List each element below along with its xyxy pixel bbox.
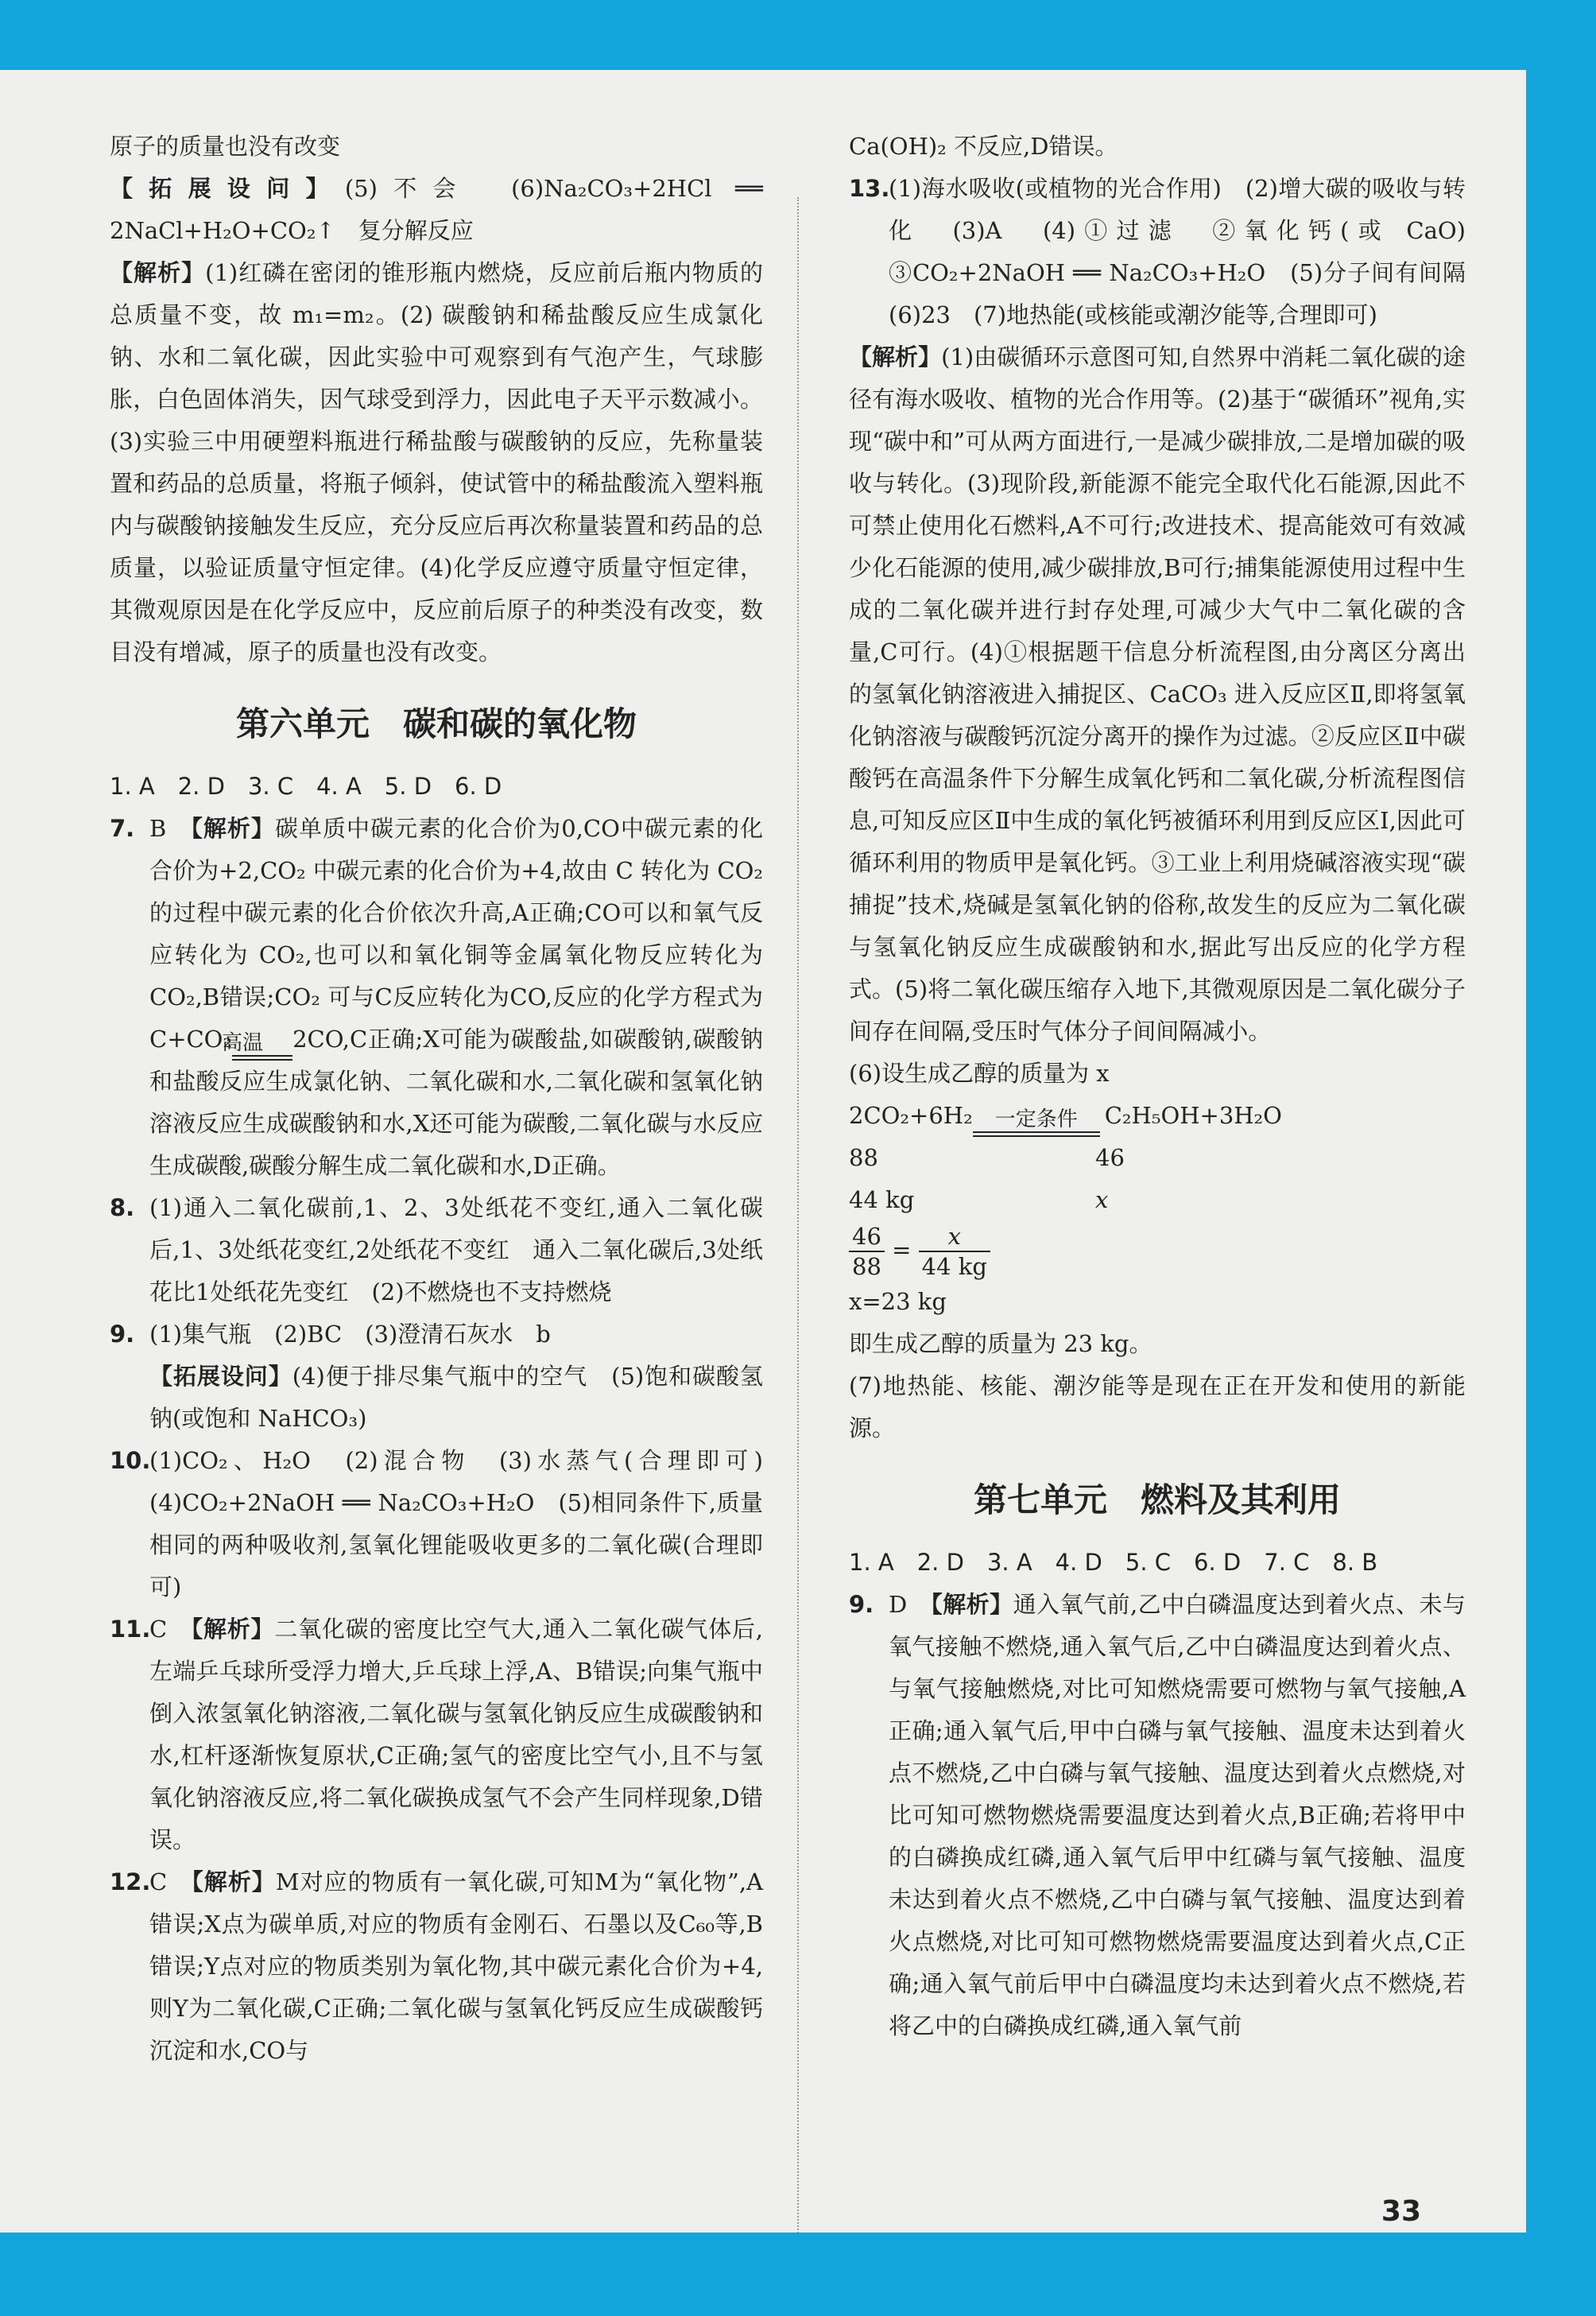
molar-mass-co2: 88 <box>849 1144 878 1171</box>
answer-text: (1)海水吸收(或植物的光合作用) (2)增大碳的吸收与转化 (3)A (4)①过滤 ②氧化钙(或 CaO) ③CO₂+2NaOH ══ Na₂CO₃+H₂O (5)分子间有间隔 (6)23 (7)地热能(或核能或潮汐能等,合理即可) <box>889 175 1489 328</box>
text-line: Ca(OH)₂ 不反应,D错误。 <box>849 133 1118 160</box>
answers-1-8: 1. A 2. D 3. A 4. D 5. C 6. D 7. C 8. B <box>849 1549 1378 1576</box>
answers-1-6: 1. A 2. D 3. C 4. A 5. D 6. D <box>110 773 502 800</box>
question-number: 10. <box>110 1447 151 1474</box>
analysis-paragraph <box>110 252 763 673</box>
analysis-tag: 【解析】 <box>849 343 942 370</box>
answer: C <box>149 1616 192 1643</box>
question-9 <box>110 1313 763 1356</box>
fraction-denominator: 88 <box>852 1253 881 1280</box>
unit-title: 第七单元 燃料及其利用 <box>973 1480 1341 1519</box>
question-number: 7. <box>110 815 135 842</box>
answer: D <box>889 1591 932 1618</box>
question-number: 13. <box>849 175 890 202</box>
calculation-block <box>849 1053 1466 1365</box>
question-13-part7: (7)地热能、核能、潮汐能等是现在正在开发和使用的新能源。 <box>849 1372 1466 1441</box>
analysis-tag: 【解析】 <box>191 815 275 842</box>
bottom-border <box>0 2233 1596 2316</box>
molar-mass-ethanol: 46 <box>1095 1144 1125 1171</box>
question-number: 9. <box>110 1321 135 1348</box>
text-line: 原子的质量也没有改变 <box>110 133 341 160</box>
expansion-question <box>110 168 763 252</box>
condition-label: 高温 <box>222 1031 264 1055</box>
question-12 <box>110 1861 763 2072</box>
answer-page <box>0 70 1526 2233</box>
right-column <box>849 126 1489 2047</box>
calc-setup: (6)设生成乙醇的质量为 x <box>849 1060 1110 1087</box>
calc-given <box>849 1179 1466 1221</box>
fraction-numerator: 46 <box>849 1222 885 1252</box>
left-column <box>110 126 787 2072</box>
analysis-text: M对应的物质有一氧化碳,可知M为“氧化物”,A错误;X点为碳单质,对应的物质有金刚石、石墨以及C₆₀等,B错误;Y点对应的物质类别为氧化物,其中碳元素化合价为+4,则Y为二氧化碳,C正确;二氧化碳与氢氧化钙反应生成碳酸钙沉淀和水,CO与 <box>149 1868 763 2064</box>
reaction-condition <box>222 1031 292 1061</box>
calc-proportion: $\frac{46}{88}$ = $\frac{x}{44 kg}$ <box>849 1221 1466 1281</box>
question-9-expansion <box>110 1356 763 1440</box>
question-8 <box>110 1187 763 1313</box>
question-number: 9. <box>849 1591 874 1618</box>
question-number: 8. <box>110 1194 135 1221</box>
expansion-tag: 【拓展设问】 <box>110 175 345 202</box>
question-13 <box>849 168 1489 336</box>
eq-right: C₂H₅OH+3H₂O <box>1104 1102 1282 1129</box>
expansion-text: (5)不会 (6)Na₂CO₃+2HCl ══ 2NaCl+H₂O+CO₂↑ 复分解反应 <box>110 175 763 244</box>
unit-title: 第六单元 碳和碳的氧化物 <box>235 704 637 743</box>
calc-molar-masses <box>849 1137 1466 1179</box>
fraction-denominator: 44 kg <box>921 1253 987 1280</box>
analysis-text: 二氧化碳的密度比空气大,通入二氧化碳气体后,左端乒乓球所受浮力增大,乒乓球上浮,A、B错误;向集气瓶中倒入浓氢氧化钠溶液,二氧化碳与氢氧化钠反应生成碳酸钠和水,杠杆逐渐恢复原状,C正确;氢气的密度比空气小,且不与氢氧化钠溶液反应,将二氧化碳换成氢气不会产生同样现象,D错误。 <box>149 1616 763 1853</box>
analysis-text: (1)由碳循环示意图可知,自然界中消耗二氧化碳的途径有海水吸收、植物的光合作用等。(2)基于“碳循环”视角,实现“碳中和”可从两方面进行,一是减少碳排放,二是增加碳的吸收与转化。(3)现阶段,新能源不能完全取代化石能源,因此不可禁止使用化石燃料,A不可行;改进技术、提高能效可有效减少化石能源的使用,减少碳排放,B可行;捕集能源使用过程中生成的二氧化碳并进行封存处理,可减少大气中二氧化碳的含量,C可行。(4)①根据题干信息分析流程图,由分离区分离出的氢氧化钠溶液进入捕捉区、CaCO₃ 进入反应区Ⅱ,即将氢氧化钠溶液与碳酸钙沉淀分离开的操作为过滤。②反应区Ⅱ中碳酸钙在高温条件下分解生成氧化钙和二氧化碳,分析流程图信息,可知反应区Ⅱ中生成的氧化钙被循环利用到反应区Ⅰ,因此可循环利用的物质甲是氧化钙。③工业上利用烧碱溶液实现“碳捕捉”技术,烧碱是氢氧化钠的俗称,故发生的反应为二氧化碳与氢氧化钠反应生成碳酸钠和水,据此写出反应的化学方程式。(5)将二氧化碳压缩存入地下,其微观原因是二氧化碳分子间存在间隔,受压时气体分子间间隔减小。 <box>849 343 1466 1045</box>
page-number: 33 <box>1381 2195 1421 2228</box>
answer: B <box>149 815 192 842</box>
expansion-text: (4)便于排尽集气瓶中的空气 (5)饱和碳酸氢钠(或饱和 NaHCO₃) <box>149 1363 763 1432</box>
answer-text: (1)集气瓶 (2)BC (3)澄清石灰水 b <box>149 1321 551 1348</box>
eq-left: 2CO₂+6H₂ <box>849 1102 973 1129</box>
question-number: 12. <box>110 1868 151 1895</box>
question-11 <box>110 1608 763 1861</box>
analysis-text: 碳单质中碳元素的化合价为0,CO中碳元素的化合价为+2,CO₂ 中碳元素的化合价为+4,故由 C 转化为 CO₂ 的过程中碳元素的化合价依次升高,A正确;CO可以和氧气反应转化为 CO₂,也可以和氧化铜等金属氧化物反应转化为 CO₂,B错误;CO₂ 可与C反应转化为CO,反应的化学方程式为 C+CO₂ <box>149 815 763 1053</box>
calc-answer: 即生成乙醇的质量为 23 kg。 <box>849 1330 1152 1357</box>
question-number: 11. <box>110 1616 151 1643</box>
analysis-tag: 【解析】 <box>931 1591 1013 1618</box>
answer-text: (1)CO₂、H₂O (2)混合物 (3)水蒸气(合理即可) (4)CO₂+2NaOH ══ Na₂CO₃+H₂O (5)相同条件下,质量相同的两种吸收剂,氢氧化锂能吸收更多的二氧化碳(合理即可) <box>149 1447 787 1600</box>
analysis-text: 通入氧气前,乙中白磷温度达到着火点、未与氧气接触不燃烧,通入氧气后,乙中白磷温度达到着火点、与氧气接触燃烧,对比可知燃烧需要可燃物与氧气接触,A正确;通入氧气后,甲中白磷与氧气接触、温度未达到着火点不燃烧,乙中白磷与氧气接触、温度达到着火点燃烧,对比可知可燃物燃烧需要温度达到着火点,B正确;若将甲中的白磷换成红磷,通入氧气后甲中红磷与氧气接触、温度未达到着火点不燃烧,乙中白磷与氧气接触、温度达到着火点燃烧,对比可知可燃物燃烧需要温度达到着火点,C正确;通入氧气前后甲中白磷温度均未达到着火点不燃烧,若将乙中的白磷换成红磷,通入氧气前 <box>889 1591 1466 2039</box>
unknown-mass: x <box>1095 1186 1109 1213</box>
analysis-text-cont: 2CO,C正确;X可能为碳酸盐,如碳酸钠,碳酸钠和盐酸反应生成氯化钠、二氧化碳和水,二氧化碳和氢氧化钠溶液反应生成碳酸钠和水,X还可能为碳酸,二氧化碳与水反应生成碳酸,碳酸分解生成二氧化碳和水,D正确。 <box>149 1026 763 1179</box>
analysis-tag: 【解析】 <box>192 1868 276 1895</box>
question-10 <box>110 1440 787 1608</box>
analysis-tag: 【解析】 <box>110 259 206 286</box>
fraction-right <box>919 1222 990 1281</box>
given-mass: 44 kg <box>849 1186 915 1213</box>
expansion-tag: 【拓展设问】 <box>149 1363 292 1390</box>
fraction-left <box>849 1222 885 1281</box>
fraction-numerator: x <box>919 1222 990 1252</box>
question-9 <box>849 1584 1466 2047</box>
column-divider <box>797 197 799 2264</box>
analysis-text: (1)红磷在密闭的锥形瓶内燃烧，反应前后瓶内物质的总质量不变，故 m₁=m₂。(2) 碳酸钠和稀盐酸反应生成氯化钠、水和二氧化碳，因此实验中可观察到有气泡产生，气球膨胀，白色固体消失，因气球受到浮力，因此电子天平示数减小。(3)实验三中用硬塑料瓶进行稀盐酸与碳酸钠的反应，先称量装置和药品的总质量，将瓶子倾斜，使试管中的稀盐酸流入塑料瓶内与碳酸钠接触发生反应，充分反应后再次称量装置和药品的总质量，以验证质量守恒定律。(4)化学反应遵守质量守恒定律，其微观原因是在化学反应中，反应前后原子的种类没有改变，数目没有增减，原子的质量也没有改变。 <box>110 259 763 665</box>
analysis-tag: 【解析】 <box>191 1616 275 1643</box>
answer: C <box>149 1868 192 1895</box>
reaction-condition <box>973 1108 1100 1137</box>
calc-result: x=23 kg <box>849 1288 947 1315</box>
question-7 <box>110 808 763 1187</box>
condition-label: 一定条件 <box>994 1108 1078 1131</box>
answer-text: (1)通入二氧化碳前,1、2、3处纸花不变红,通入二氧化碳后,1、3处纸花变红,2处纸花不变红 通入二氧化碳后,3处纸花比1处纸花先变红 (2)不燃烧也不支持燃烧 <box>149 1194 763 1305</box>
question-13-analysis <box>849 336 1466 1053</box>
calc-equation <box>849 1095 1466 1137</box>
